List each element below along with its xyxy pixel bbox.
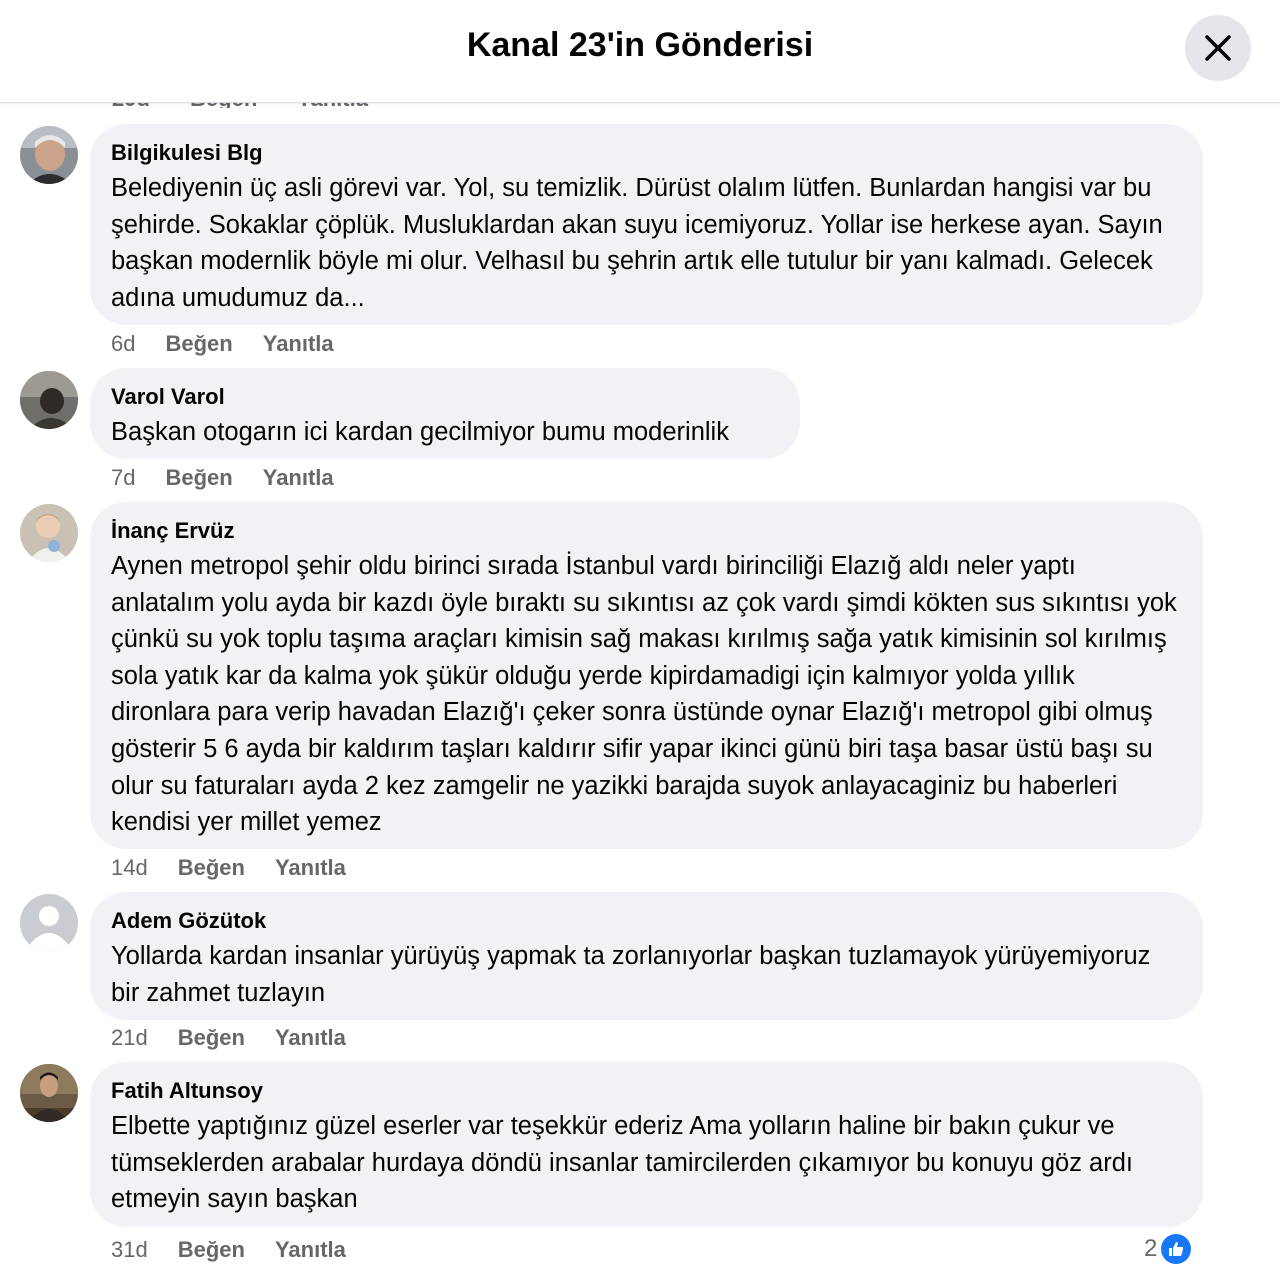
comment-bubble (90, 892, 1203, 1020)
comment-author[interactable]: İnanç Ervüz (111, 518, 235, 543)
comment-actions (111, 854, 376, 882)
comment-actions (111, 464, 364, 492)
comment-bubble (90, 1062, 1203, 1227)
comment-text: Aynen metropol şehir oldu birinci sırada İstanbul vardı birinciliği Elazığ aldı neler yaptı anlatalım yolu ayda bir kazdı öyle bıraktı su sıkıntısı az çok vardı şimdi kökten sus sıkıntısı yok çünkü su yok toplu taşıma araçları kimisin sağ makası kırılmış sağa yatık kimisinin sol kırılmış sola yatık kar da kalma yok şükür olduğu yerde kipirdamadigi için kalmıyor yolda yıllık dironlara para verip havadan Elazığ'ı çeker sonra üstünde oynar Elazığ'ı metropol gibi olmuş gösterir 5 6 ayda bir kaldırım taşları kaldırır sifir yapar ikinci günü biri taşa basar üstü başı su olur su faturaları ayda 2 kez zamgelir ne yazikki barajda suyok anlayacaginiz bu haberleri kendisi yer millet yemez (111, 552, 1177, 837)
reply-link[interactable]: Yanıtla (274, 1237, 346, 1262)
reaction-count: 2 (1144, 1235, 1158, 1262)
like-link[interactable]: Beğen (177, 1025, 245, 1050)
comment-bubble (90, 368, 800, 459)
person-silhouette-icon (20, 894, 78, 952)
thumbs-up-icon (1167, 1240, 1185, 1258)
reaction-summary[interactable] (1144, 1233, 1191, 1265)
like-link[interactable]: Beğen (177, 1237, 245, 1262)
comment-time[interactable]: 31d (111, 1237, 148, 1262)
comment-text: Belediyenin üç asli görevi var. Yol, su temizlik. Dürüst olalım lütfen. Bunlardan hangisi var bu şehirde. Sokaklar çöplük. Musluklardan akan suyu icemiyoruz. Yollar ise herkese ayan. Sayın başkan modernlik böyle mi olur. Velhasıl bu şehrin artık elle tutulur bir yanı kalmadı. Gelecek adına umudumuz da... (111, 174, 1163, 312)
avatar[interactable] (20, 1064, 78, 1122)
like-link[interactable]: Beğen (165, 331, 233, 356)
dialog-title: Kanal 23'in Gönderisi (466, 26, 814, 64)
like-link[interactable]: Beğen (165, 465, 233, 490)
avatar[interactable] (20, 894, 78, 952)
avatar[interactable] (20, 126, 78, 184)
comment-bubble (90, 124, 1203, 325)
close-icon (1204, 34, 1232, 62)
comment-author[interactable]: Bilgikulesi Blg (111, 140, 263, 165)
comment-author[interactable]: Adem Gözütok (111, 908, 267, 933)
like-link[interactable]: Beğen (177, 855, 245, 880)
reply-link[interactable]: Yanıtla (262, 331, 334, 356)
comment-text: Elbette yaptığınız güzel eserler var teşekkür ederiz Ama yolların haline bir bakın çukur ve tümseklerden arabalar hurdaya döndü insanlar tamircilerden çıkamıyor bu konuyu göz ardı etmeyin sayın başkan (111, 1112, 1133, 1214)
comment-text: Başkan otogarın ici kardan gecilmiyor bumu moderinlik (111, 418, 729, 446)
avatar[interactable] (20, 371, 78, 429)
comment-actions (111, 330, 364, 358)
avatar[interactable] (20, 504, 78, 562)
reply-link[interactable]: Yanıtla (274, 855, 346, 880)
reply-link[interactable]: Yanıtla (274, 1025, 346, 1050)
comment-time[interactable]: 6d (111, 331, 136, 356)
comment-actions (111, 1024, 376, 1052)
comment-text: Yollarda kardan insanlar yürüyüş yapmak ta zorlanıyorlar başkan tuzlamayok yürüyemiyoruz bir zahmet tuzlayın (111, 942, 1151, 1007)
dialog-header (0, 0, 1280, 103)
comment-actions (111, 1236, 376, 1264)
close-button[interactable] (1185, 15, 1251, 81)
like-reaction-badge (1161, 1234, 1191, 1264)
reply-link[interactable]: Yanıtla (262, 465, 334, 490)
comment-author[interactable]: Varol Varol (111, 384, 225, 409)
comment-time[interactable]: 7d (111, 465, 136, 490)
comment-time[interactable]: 21d (111, 1025, 148, 1050)
comment-author[interactable]: Fatih Altunsoy (111, 1078, 263, 1103)
comment-time[interactable]: 14d (111, 855, 148, 880)
comment-bubble (90, 502, 1203, 849)
